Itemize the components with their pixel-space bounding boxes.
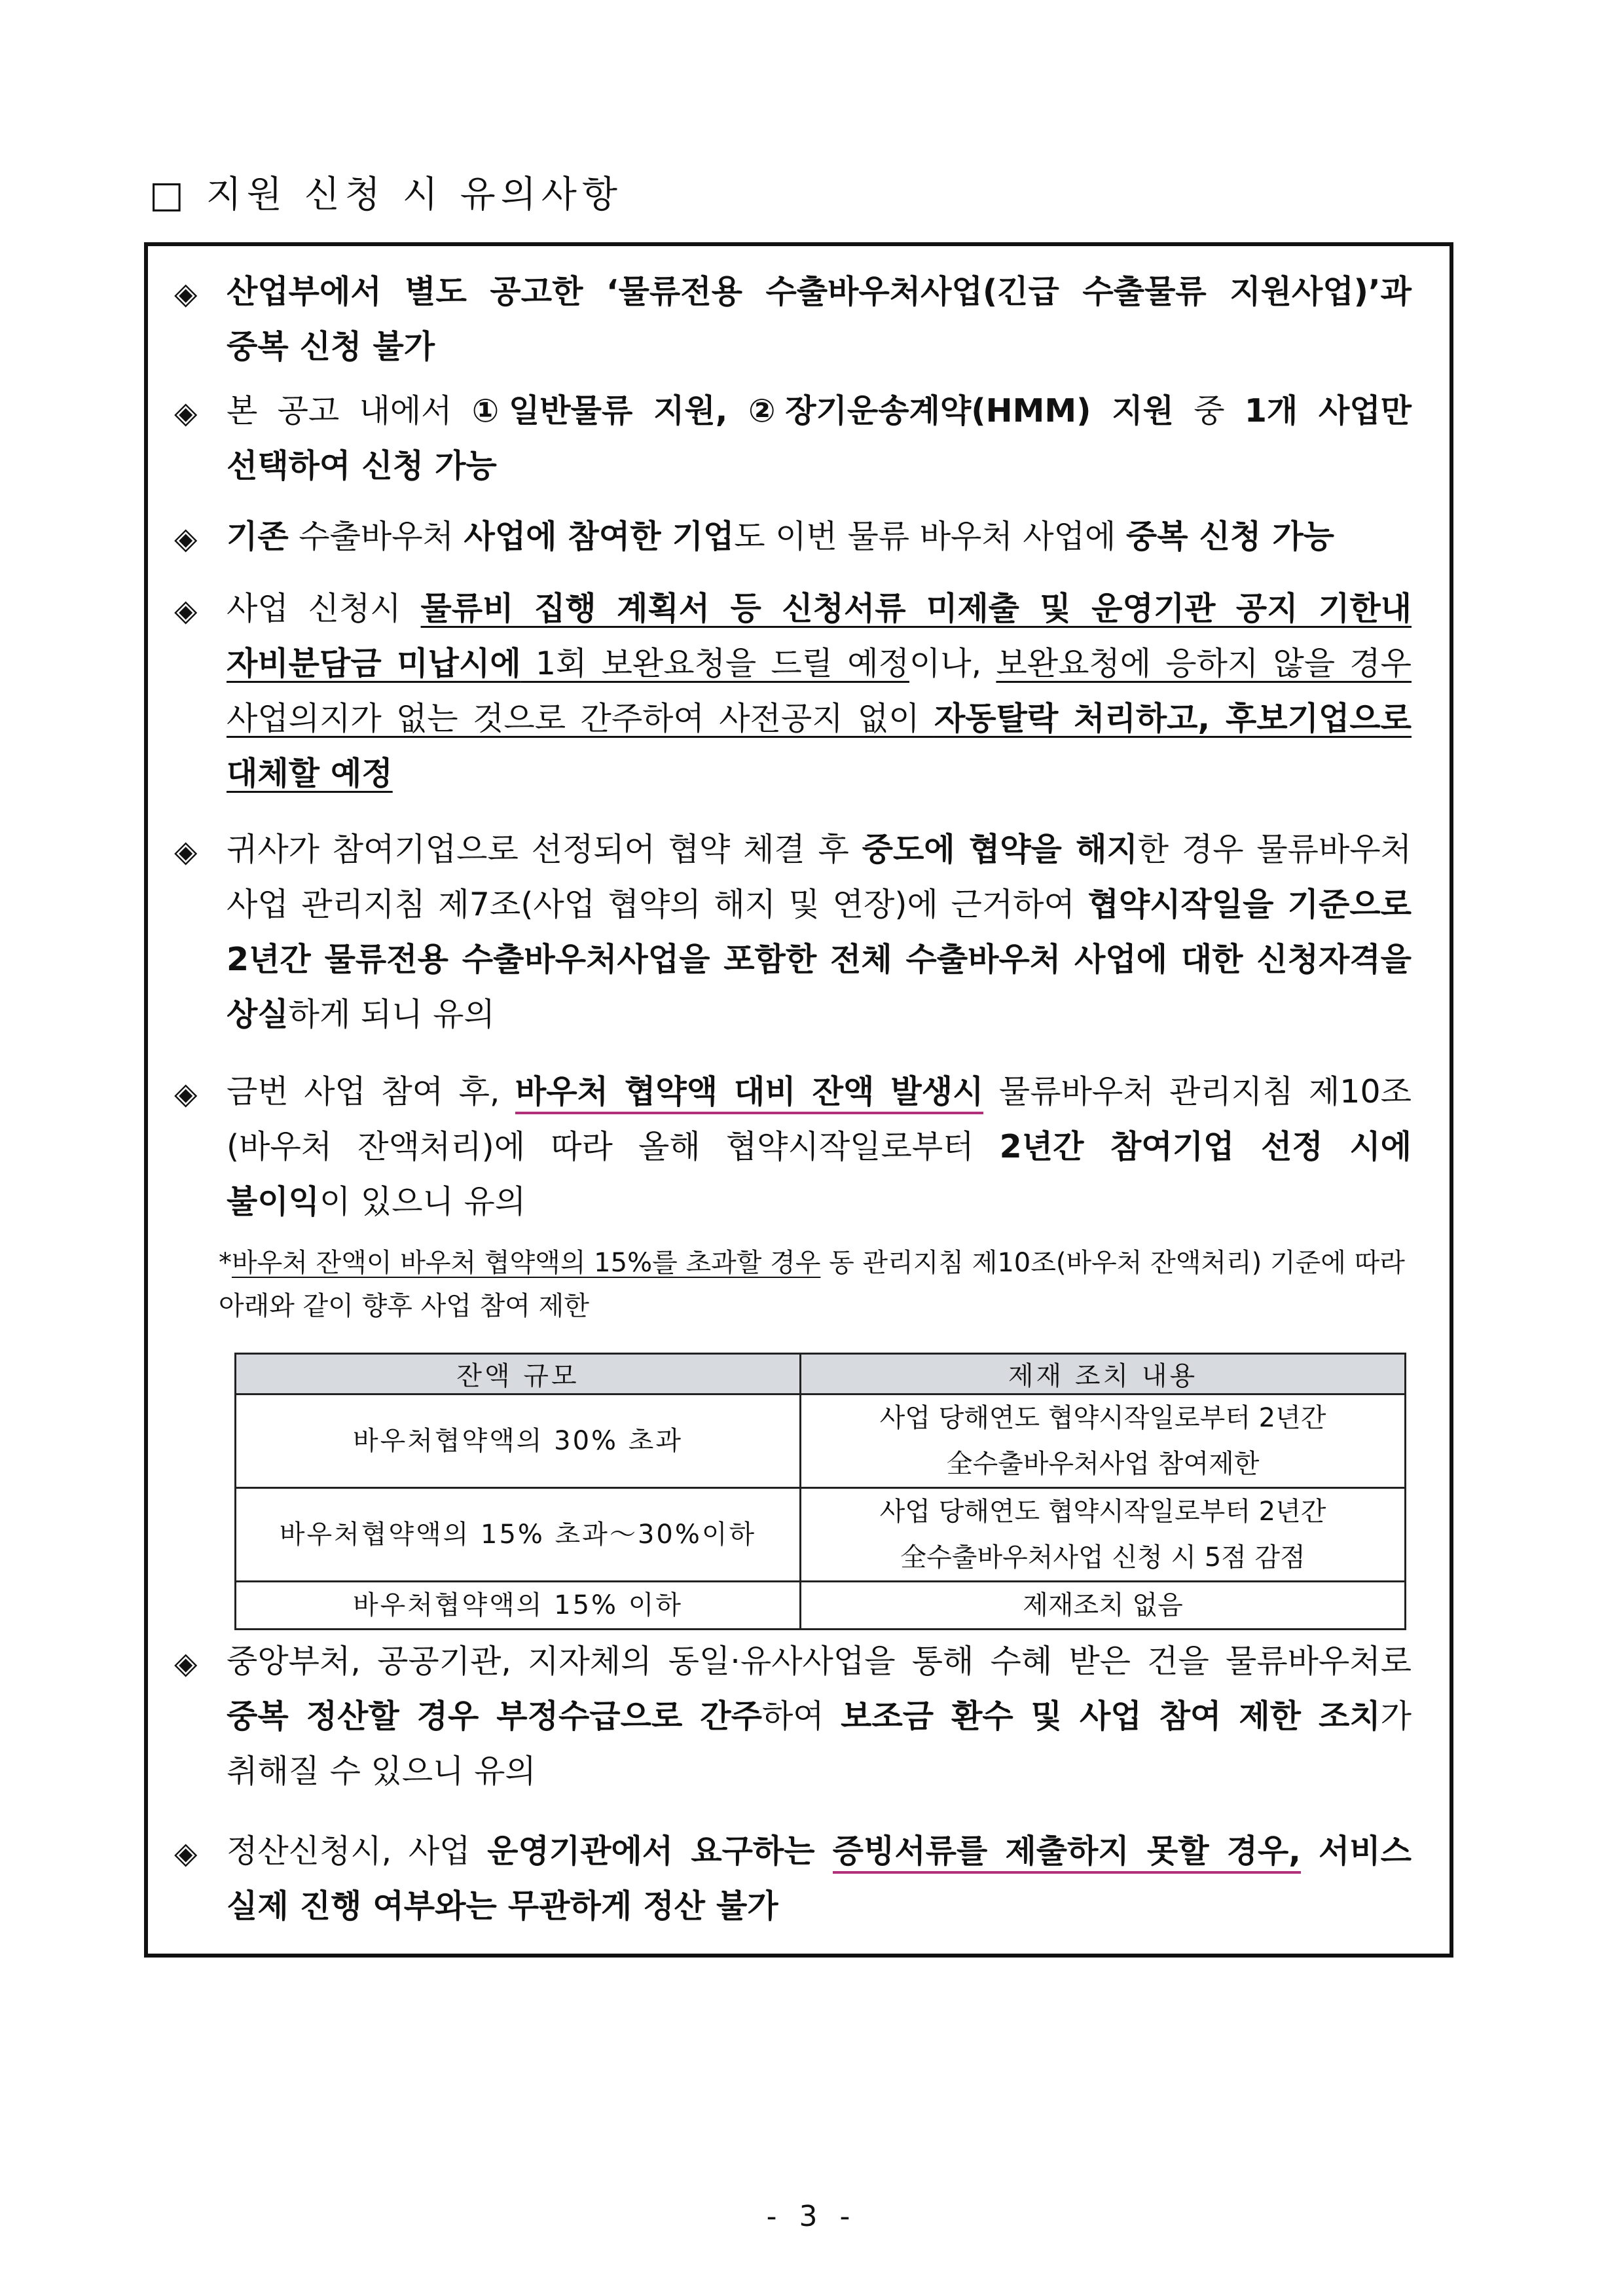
notice-text: 정산신청시, 사업 운영기관에서 요구하는 증빙서류를 제출하지 못할 경우, 서비스 실제 진행 여부와는 무관하게 정산 불가 [227, 1832, 1412, 1925]
pen-underline: 증빙서류를 제출하지 못할 경우, [833, 1832, 1301, 1874]
diamond-bullet-icon: ◈ [174, 1076, 198, 1111]
notice-item [174, 1824, 1451, 1934]
notice-item [174, 822, 1451, 1042]
table-cell: 제재조치 없음 [801, 1582, 1406, 1630]
table-cell: 바우처협약액의 30% 초과 [236, 1394, 801, 1488]
page-number: - 3 - [766, 2200, 857, 2233]
table-row [236, 1488, 1406, 1582]
table-cell: 사업 당해연도 협약시작일로부터 2년간 全수출바우처사업 신청 시 5점 감점 [801, 1488, 1406, 1582]
notice-item [174, 1065, 1451, 1230]
notice-text: 산업부에서 별도 공고한 ‘물류전용 수출바우처사업(긴급 수출물류 지원사업)’과 중복 신청 불가 [227, 273, 1412, 365]
table-row [236, 1394, 1406, 1488]
column-header: 제재 조치 내용 [801, 1354, 1406, 1394]
notice-item [174, 264, 1451, 374]
diamond-bullet-icon: ◈ [174, 833, 198, 869]
sanction-table [234, 1353, 1406, 1630]
diamond-bullet-icon: ◈ [174, 276, 198, 311]
notice-item [174, 1634, 1451, 1799]
notice-item [174, 581, 1451, 801]
diamond-bullet-icon: ◈ [174, 520, 198, 556]
notice-text: 기존 수출바우처 사업에 참여한 기업도 이번 물류 바우처 사업에 중복 신청 가능 [227, 518, 1334, 555]
table-row [236, 1582, 1406, 1630]
diamond-bullet-icon: ◈ [174, 592, 198, 628]
table-cell: 바우처협약액의 15% 이하 [236, 1582, 801, 1630]
pen-underline: 바우처 협약액 대비 잔액 발생시 [515, 1073, 983, 1114]
footnote: *바우처 잔액이 바우처 협약액의 15%를 초과할 경우 동 관리지침 제10조(바우처 잔액처리) 기준에 따라 아래와 같이 향후 사업 참여 제한 [219, 1248, 1405, 1321]
table-header-row [236, 1354, 1406, 1394]
table-cell: 사업 당해연도 협약시작일로부터 2년간 全수출바우처사업 참여제한 [801, 1394, 1406, 1488]
table-cell: 바우처협약액의 15% 초과～30%이하 [236, 1488, 801, 1582]
diamond-bullet-icon: ◈ [174, 1645, 198, 1681]
notice-item [174, 509, 1451, 564]
notice-box [144, 242, 1453, 1958]
notice-text: 금번 사업 참여 후, 바우처 협약액 대비 잔액 발생시 물류바우처 관리지침 제10조(바우처 잔액처리)에 따라 올해 협약시작일로부터 2년간 참여기업 선정 시에 불이익이 있으니 유의 [227, 1073, 1412, 1220]
diamond-bullet-icon: ◈ [174, 395, 198, 430]
diamond-bullet-icon: ◈ [174, 1835, 198, 1870]
notice-text: 귀사가 참여기업으로 선정되어 협약 체결 후 중도에 협약을 해지한 경우 물류바우처 사업 관리지침 제7조(사업 협약의 해지 및 연장)에 근거하여 협약시작일을 기준으로 2년간 물류전용 수출바우처사업을 포함한 전체 수출바우처 사업에 대한 신청자격을 상실하게 되니 유의 [227, 831, 1412, 1033]
section-title: □ 지원 신청 시 유의사항 [149, 173, 623, 216]
notice-text: 중앙부처, 공공기관, 지자체의 동일·유사사업을 통해 수혜 받은 건을 물류바우처로 중복 정산할 경우 부정수급으로 간주하여 보조금 환수 및 사업 참여 제한 조치가 취해질 수 있으니 유의 [227, 1643, 1412, 1790]
notice-text: 본 공고 내에서 ①일반물류 지원, ②장기운송계약(HMM) 지원 중 1개 사업만 선택하여 신청 가능 [227, 392, 1412, 484]
notice-item [174, 384, 1451, 494]
column-header: 잔액 규모 [236, 1354, 801, 1394]
notice-text: 사업 신청시 물류비 집행 계획서 등 신청서류 미제출 및 운영기관 공지 기한내 자비분담금 미납시에 1회 보완요청을 드릴 예정이나, 보완요청에 응하지 않을 경우 사업의지가 없는 것으로 간주하여 사전공지 없이 자동탈락 처리하고, 후보기업으로 대체할 예정 [227, 590, 1412, 792]
